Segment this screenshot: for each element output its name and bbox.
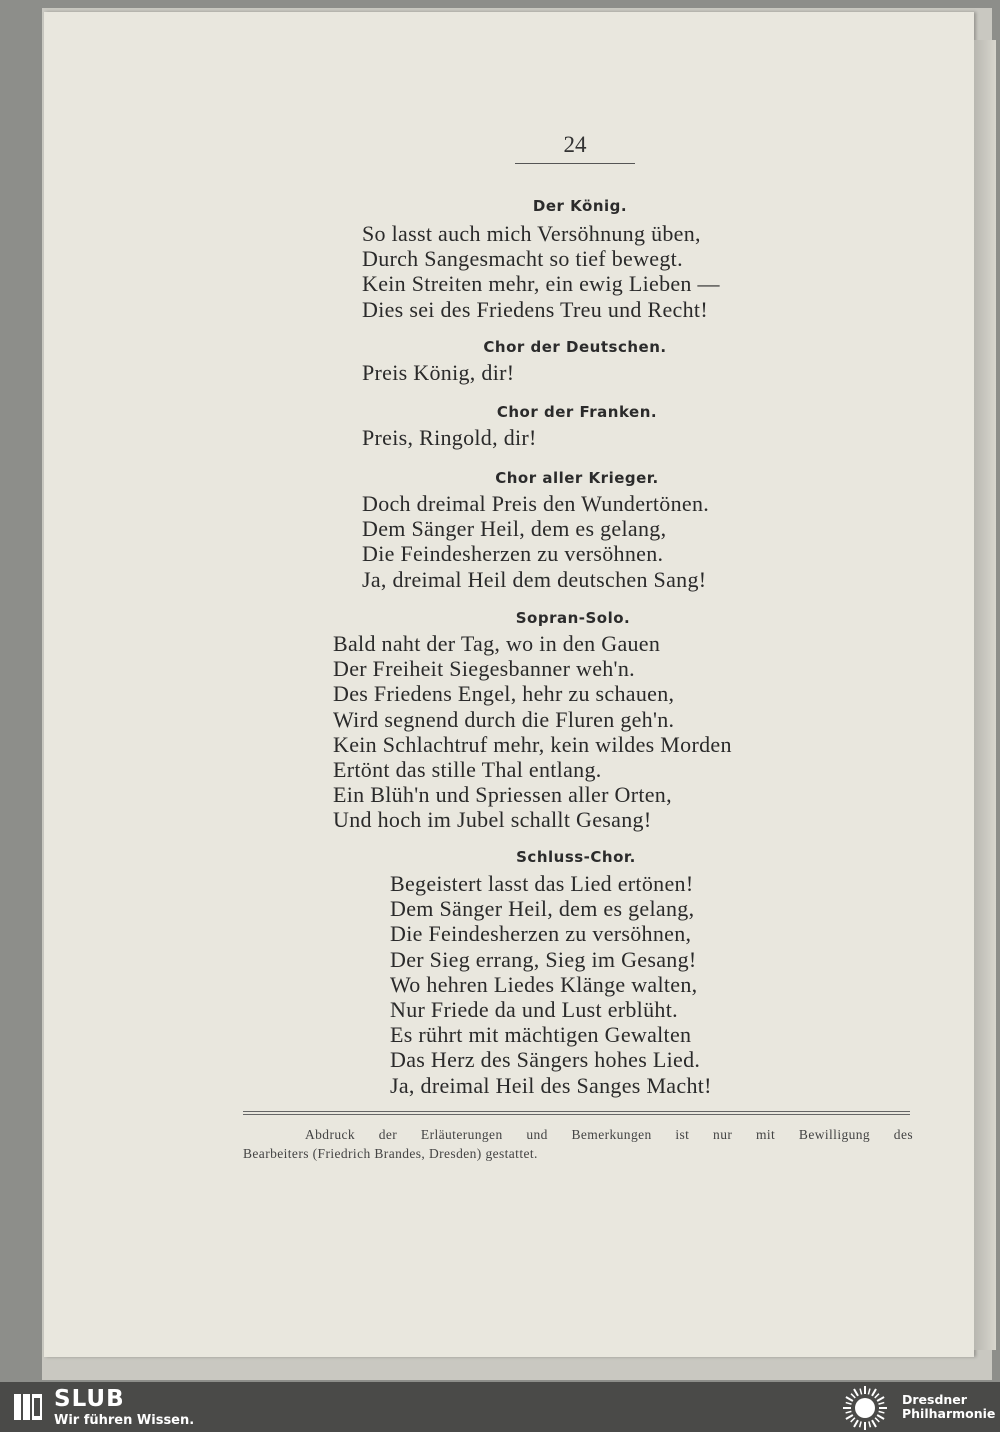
slub-logo-icon[interactable] xyxy=(12,1390,46,1424)
verse-line: Der Sieg errang, Sieg im Gesang! xyxy=(390,946,697,972)
verse-line: Die Feindesherzen zu versöhnen, xyxy=(390,921,692,947)
verse-block xyxy=(362,221,720,322)
section-heading: Chor aller Krieger. xyxy=(495,469,659,487)
philharmonie-logo-icon[interactable] xyxy=(842,1385,888,1431)
verse-line: Die Feindesherzen zu versöhnen. xyxy=(362,541,664,567)
verse-line: Und hoch im Jubel schallt Gesang! xyxy=(333,807,652,833)
footnote-line: Bearbeiters (Friedrich Brandes, Dresden) gestattet. xyxy=(243,1146,538,1161)
verse-line: Doch dreimal Preis den Wundertönen. xyxy=(362,491,710,516)
slub-title[interactable]: SLUB xyxy=(54,1386,125,1412)
verse-block xyxy=(362,360,514,385)
footnote-rule xyxy=(243,1114,910,1115)
verse-line: Dem Sänger Heil, dem es gelang, xyxy=(390,896,695,922)
verse-line: Der Freiheit Siegesbanner weh'n. xyxy=(333,656,635,682)
verse-line: Dem Sänger Heil, dem es gelang, xyxy=(362,516,667,542)
verse-line: Dies sei des Friedens Treu und Recht! xyxy=(362,296,708,322)
philharmonie-name[interactable] xyxy=(902,1393,995,1421)
verse-block xyxy=(333,631,732,833)
verse-block xyxy=(362,491,709,592)
footnote xyxy=(243,1125,913,1163)
verse-line: Wo hehren Liedes Klänge walten, xyxy=(390,971,698,997)
slub-subtitle: Wir führen Wissen. xyxy=(54,1413,195,1428)
verse-line: Wird segnend durch die Fluren geh'n. xyxy=(333,706,675,732)
verse-line: Kein Schlachtruf mehr, kein wildes Morden xyxy=(333,731,732,757)
verse-line: Ein Blüh'n und Spriessen aller Orten, xyxy=(333,782,672,808)
footnote-line: Abdruck der Erläuterungen und Bemerkungen ist nur mit Bewilligung des xyxy=(305,1127,913,1142)
section-heading: Chor der Deutschen. xyxy=(483,338,667,356)
viewer-footer-bar xyxy=(0,1382,1000,1432)
verse-line: Nur Friede da und Lust erblüht. xyxy=(390,996,678,1022)
verse-line: Ja, dreimal Heil dem deutschen Sang! xyxy=(362,566,707,592)
page-number-rule xyxy=(515,163,635,164)
verse-line: Ertönt das stille Thal entlang. xyxy=(333,756,602,782)
verse-line: Des Friedens Engel, hehr zu schauen, xyxy=(333,681,675,707)
section-heading: Chor der Franken. xyxy=(496,403,658,421)
verse-line: Das Herz des Sängers hohes Lied. xyxy=(390,1047,701,1073)
section-heading: Der König. xyxy=(532,197,628,215)
page-number: 24 xyxy=(563,132,587,157)
verse-line: Preis König, dir! xyxy=(362,360,515,385)
verse-line: Preis, Ringold, dir! xyxy=(362,425,537,450)
page-fold-shadow xyxy=(974,40,996,1350)
verse-line: Durch Sangesmacht so tief bewegt. xyxy=(362,246,683,272)
verse-block xyxy=(362,425,537,450)
section-heading: Schluss-Chor. xyxy=(516,848,636,866)
philharmonie-name-line: Philharmonie xyxy=(902,1406,996,1421)
philharmonie-name-line: Dresdner xyxy=(902,1392,967,1407)
verse-block xyxy=(390,871,712,1098)
verse-line: Es rührt mit mächtigen Gewalten xyxy=(390,1022,692,1048)
verse-line: Bald naht der Tag, wo in den Gauen xyxy=(333,631,661,656)
verse-line: Kein Streiten mehr, ein ewig Lieben — xyxy=(362,271,720,297)
verse-line: Begeistert lasst das Lied ertönen! xyxy=(390,871,694,896)
verse-line: So lasst auch mich Versöhnung üben, xyxy=(362,221,701,246)
verse-line: Ja, dreimal Heil des Sanges Macht! xyxy=(390,1072,712,1098)
section-heading: Sopran-Solo. xyxy=(515,609,631,627)
footnote-rule xyxy=(243,1111,910,1112)
